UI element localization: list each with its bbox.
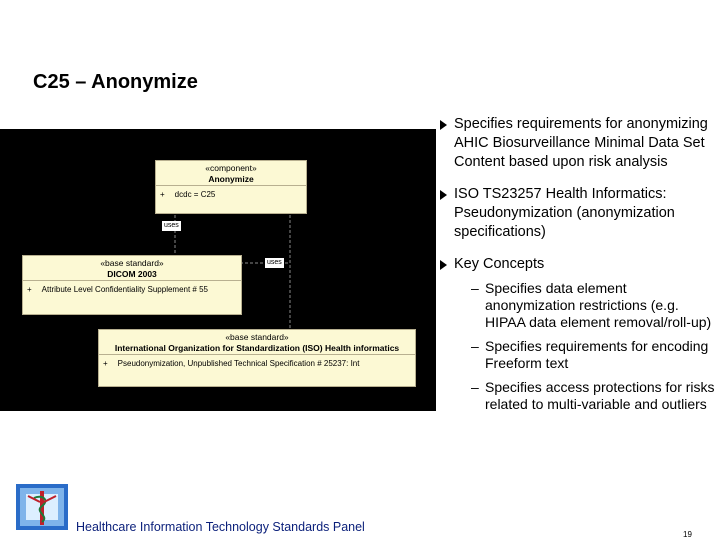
footer-org: Healthcare Information Technology Standards Panel xyxy=(76,520,365,534)
component-attr-plus: + xyxy=(160,190,165,199)
sub-bullet-text: Specifies data element anonymization restrictions (e.g. HIPAA data element removal/roll-up) xyxy=(485,280,712,330)
bullet-item xyxy=(440,185,715,242)
bullet-item xyxy=(440,255,715,413)
sub-bullet-item xyxy=(471,379,715,413)
dicom-standard-box xyxy=(22,255,242,315)
iso-attribute: Pseudonymization, Unpublished Technical Specification # 25237: Int xyxy=(117,359,360,368)
iso-attr-plus: + xyxy=(103,359,108,368)
dash-marker: – xyxy=(471,280,479,296)
bullet-list xyxy=(440,115,715,426)
slide-title: C25 – Anonymize xyxy=(33,71,198,93)
bullet-item xyxy=(440,115,715,172)
component-stereotype: «component» xyxy=(205,163,257,173)
uses-label-2: uses xyxy=(267,259,282,266)
sub-bullet-item xyxy=(471,280,715,331)
arrow-bullet-icon xyxy=(440,120,447,130)
dicom-attr-plus: + xyxy=(27,285,32,294)
sub-bullet-list xyxy=(471,280,715,413)
uml-diagram xyxy=(0,129,436,411)
arrow-bullet-icon xyxy=(440,260,447,270)
sub-bullet-text: Specifies access protections for risks related to multi-variable and outliers xyxy=(485,379,715,412)
iso-stereotype: «base standard» xyxy=(225,332,289,342)
iso-standard-box xyxy=(98,329,416,387)
dicom-attribute: Attribute Level Confidentiality Supplement # 55 xyxy=(41,285,208,294)
sub-bullet-item xyxy=(471,338,715,372)
uses-label-1: uses xyxy=(164,222,179,229)
component-name: Anonymize xyxy=(208,174,254,184)
component-anonymize-box xyxy=(155,160,307,214)
component-attribute: dcdc = C25 xyxy=(174,190,216,199)
sub-bullet-text: Specifies requirements for encoding Freeform text xyxy=(485,338,709,371)
arrow-bullet-icon xyxy=(440,190,447,200)
dicom-stereotype: «base standard» xyxy=(100,258,164,268)
page-number: 19 xyxy=(683,530,692,539)
iso-name: International Organization for Standardization (ISO) Health informatics xyxy=(114,343,400,353)
dash-marker: – xyxy=(471,379,479,395)
hitsp-logo-icon xyxy=(14,482,70,532)
dash-marker: – xyxy=(471,338,479,354)
bullet-text: Specifies requirements for anonymizing AHIC Biosurveillance Minimal Data Set Content based upon risk analysis xyxy=(454,116,708,170)
dicom-name: DICOM 2003 xyxy=(107,269,157,279)
bullet-text: ISO TS23257 Health Informatics: Pseudonymization (anonymization specifications) xyxy=(454,186,675,240)
bullet-text: Key Concepts xyxy=(454,256,545,272)
